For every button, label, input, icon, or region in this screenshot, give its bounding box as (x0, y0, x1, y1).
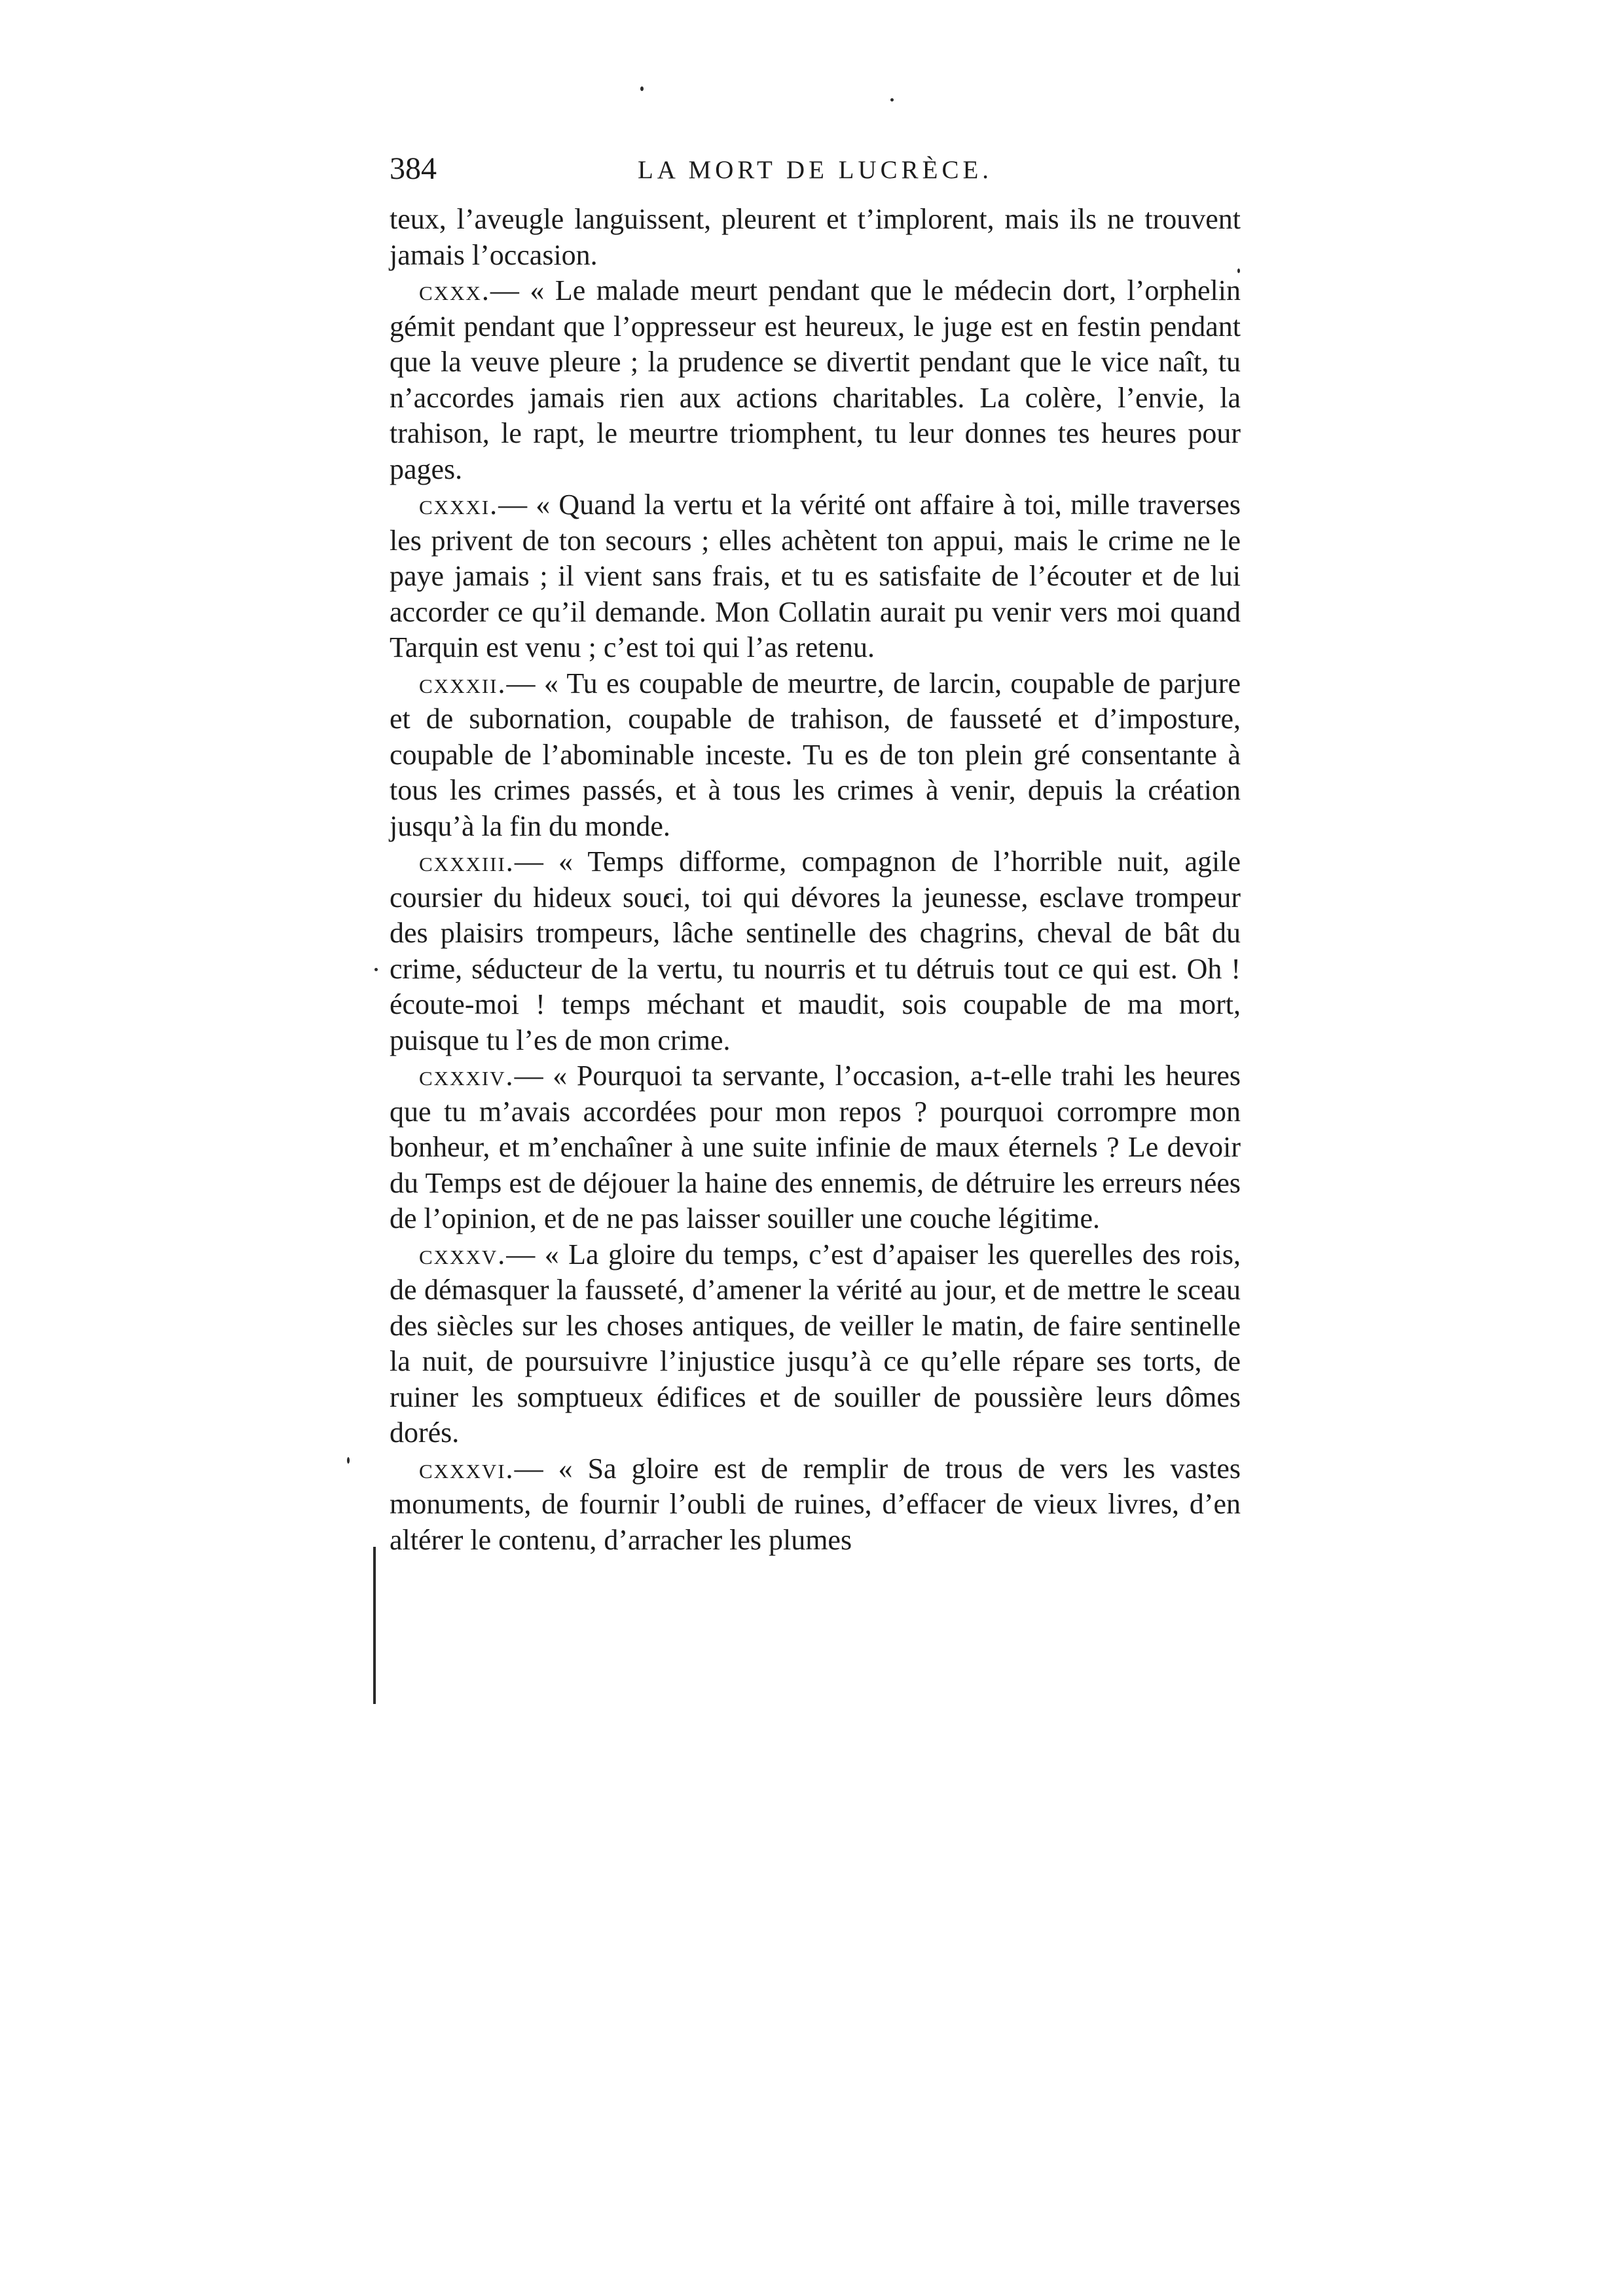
stanza-cxxxii (390, 666, 1241, 845)
stanza-numeral: cxxxi. (419, 489, 499, 521)
stanza-cxxxiii (390, 844, 1241, 1058)
stanza-cxxxvi (390, 1451, 1241, 1559)
stanza-numeral: cxxx. (419, 274, 490, 306)
stanza-numeral: cxxxv. (419, 1238, 507, 1270)
book-page (390, 149, 1241, 1558)
print-speck (890, 98, 894, 102)
stanza-numeral: cxxxvi. (419, 1452, 515, 1485)
stanza-text: — « Tu es coupable de meurtre, de larcin, coupable de parjure et de subornation, coupable de trahison, de fausseté et d’imposture, coupable de l’abominable inceste. Tu es de ton plein gré consentante à tous les crimes passés, et à tous les crimes à venir, depuis la création jusqu’à la fin du monde. (390, 667, 1241, 842)
stanza-text: — « La gloire du temps, c’est d’apaiser les querelles des rois, de démasquer la fausseté, d’amener la vérité au jour, et de mettre le sceau des siècles sur les choses antiques, de veiller le matin, de faire sentinelle la nuit, de poursuivre l’injustice jusqu’à ce qu’elle répare ses torts, de ruiner les somptueux édifices et de souiller de poussière leurs dômes dorés. (390, 1238, 1241, 1449)
print-speck (347, 1457, 350, 1464)
stanza-cxxxiv (390, 1058, 1241, 1237)
page-number: 384 (390, 151, 437, 186)
body-text (390, 202, 1241, 1558)
stanza-text: — « Sa gloire est de remplir de trous de vers les vastes monuments, de fournir l’oubli de ruines, d’effacer de vieux livres, d’en altérer le contenu, d’arracher les plumes (390, 1452, 1241, 1556)
page-header (390, 149, 1241, 198)
stanza-cxxxi (390, 487, 1241, 666)
stanza-cxxxv (390, 1237, 1241, 1451)
stanza-text: — « Le malade meurt pendant que le médecin dort, l’orphelin gémit pendant que l’oppresseur est heureux, le juge est en festin pendant que la veuve pleure ; la prudence se divertit pendant que le vice naît, tu n’accordes jamais rien aux actions charitables. La colère, l’envie, la trahison, le rapt, le meurtre triomphent, tu leur donnes tes heures pour pages. (390, 274, 1241, 485)
stanza-text: — « Pourquoi ta servante, l’occasion, a-t-elle trahi les heures que tu m’avais accordées pour mon repos ? pourquoi corrompre mon bonheur, et m’enchaîner à une suite infinie de maux éternels ? Le devoir du Temps est de déjouer la haine des ennemis, de détruire les erreurs nées de l’opinion, et de ne pas laisser souiller une couche légitime. (390, 1060, 1241, 1234)
stanza-text: — « Quand la vertu et la vérité ont affaire à toi, mille traverses les privent de ton secours ; elles achètent ton appui, mais le crime ne le paye jamais ; il vient sans frais, et tu es satisfaite de l’écouter et de lui accorder ce qu’il demande. Mon Collatin aurait pu venir vers moi quand Tarquin est venu ; c’est toi qui l’as retenu. (390, 489, 1241, 663)
stanza-cxxx (390, 273, 1241, 487)
stanza-text: — « Temps difforme, compagnon de l’horrible nuit, agile coursier du hideux souci, toi qui dévores la jeunesse, esclave trompeur des plaisirs trompeurs, lâche sentinelle des chagrins, cheval de bât du crime, séducteur de la vertu, tu nourris et tu détruis tout ce qui est. Oh ! écoute-moi ! temps méchant et maudit, sois coupable de ma mort, puisque tu l’es de mon crime. (390, 845, 1241, 1056)
stanza-numeral: cxxxii. (419, 667, 507, 699)
stanza-numeral: cxxxiv. (419, 1060, 515, 1092)
running-title: LA MORT DE LUCRÈCE. (637, 156, 993, 184)
margin-line (373, 1547, 376, 1704)
print-speck (374, 968, 378, 971)
opening-paragraph: teux, l’aveugle languissent, pleurent et t’implorent, mais ils ne trouvent jamais l’occasion. (390, 203, 1241, 271)
print-speck (640, 86, 644, 91)
stanza-numeral: cxxxiii. (419, 845, 515, 878)
